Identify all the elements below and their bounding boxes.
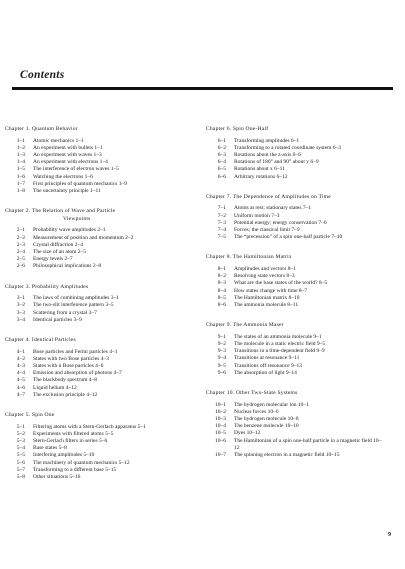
page-number: 9 (388, 532, 391, 538)
chapter-block (206, 254, 398, 309)
section-title: Probability wave amplitudes 2–1 (33, 227, 106, 234)
section-list (206, 205, 398, 241)
toc-entry[interactable] (5, 188, 190, 195)
toc-entry[interactable] (5, 263, 190, 270)
toc-entry[interactable] (5, 385, 190, 392)
chapter-block (206, 194, 398, 242)
section-list (206, 334, 398, 377)
toc-entry[interactable] (206, 370, 398, 377)
section-number: 1–8 (16, 188, 25, 195)
section-list (5, 227, 190, 270)
section-title: Stern-Gerlach filters in series 5–6 (33, 438, 108, 445)
section-number: 6–1 (217, 137, 226, 144)
section-title: The absorption of light 9–14 (234, 369, 297, 376)
chapter-title: Chapter 4. Identical Particles (5, 337, 76, 344)
chapter-block (5, 284, 190, 324)
section-title: Philosophical implications 2–8 (33, 263, 102, 270)
section-number: 4–2 (16, 355, 25, 362)
section-title: Experiments with filtered atoms 5–5 (33, 430, 114, 437)
section-title: Atomic mechanics 1–1 (33, 137, 84, 144)
section-number: 6–2 (217, 144, 226, 151)
toc-entry[interactable] (5, 174, 190, 181)
toc-entry[interactable] (5, 438, 190, 445)
toc-entry[interactable] (206, 416, 398, 423)
page-title: Contents (20, 69, 65, 81)
chapter-block (5, 412, 190, 481)
toc-entry[interactable] (5, 166, 190, 173)
toc-entry[interactable] (206, 205, 398, 212)
section-number: 5–1 (16, 423, 25, 430)
section-number: 7–4 (217, 227, 226, 234)
chapter-block (206, 126, 398, 181)
section-number: 1–5 (16, 166, 25, 173)
section-title: The interference of electron waves 1–5 (33, 166, 119, 173)
toc-entry[interactable] (5, 302, 190, 309)
section-number: 10–1 (215, 401, 226, 408)
section-number: 7–1 (217, 205, 226, 212)
chapter-heading[interactable] (206, 126, 398, 134)
section-number: 8–4 (217, 287, 226, 294)
chapter-heading[interactable] (206, 322, 398, 330)
section-title: Transforming to a different base 5–15 (33, 466, 117, 473)
toc-entry[interactable] (5, 310, 190, 317)
section-number: 1–3 (16, 152, 25, 158)
section-title: The hydrogen molecule 10–8 (234, 416, 299, 423)
section-title: Atoms at rest; stationary states 7–1 (234, 205, 312, 212)
section-title: Filtering atoms with a Stern-Gerlach apparatus 5–1 (33, 423, 146, 430)
section-number: 9–2 (217, 341, 226, 348)
chapter-heading[interactable] (5, 412, 190, 420)
chapter-title: Chapter 1. Quantum Behavior (5, 126, 78, 132)
toc-entry[interactable] (5, 356, 190, 363)
section-number: 2–3 (16, 241, 25, 248)
chapter-title: Chapter 2. The Relation of Wave and Particle (5, 208, 116, 215)
section-number: 3–2 (16, 302, 25, 309)
section-title: Uniform motion 7–3 (234, 212, 280, 219)
toc-entry[interactable] (206, 266, 398, 273)
section-title: Crystal diffraction 2–4 (33, 241, 83, 248)
section-title: Bose particles and Fermi particles 4–1 (33, 348, 118, 355)
section-number: 5–4 (16, 445, 25, 452)
toc-entry[interactable] (206, 302, 398, 309)
chapter-block (5, 337, 190, 399)
toc-entry[interactable] (5, 452, 190, 459)
toc-entry[interactable] (206, 402, 398, 409)
toc-entry[interactable] (206, 220, 398, 227)
toc-entry[interactable] (206, 363, 398, 370)
section-number: 10–5 (215, 430, 226, 437)
toc-entry[interactable] (206, 334, 398, 341)
section-number: 6–4 (217, 159, 226, 166)
section-number: 4–5 (16, 377, 25, 384)
section-title: The uncertainty principle 1–11 (33, 188, 101, 195)
section-list (206, 402, 398, 460)
section-number: 9–3 (217, 348, 226, 355)
section-number: 7–2 (217, 212, 226, 219)
chapter-title: Chapter 9. The Ammonia Maser (206, 322, 284, 329)
section-number: 8–5 (217, 294, 226, 301)
chapter-block (206, 322, 398, 377)
toc-entry[interactable] (206, 288, 398, 295)
toc-entry[interactable] (206, 348, 398, 355)
toc-entry[interactable] (5, 235, 190, 242)
section-number: 6–3 (217, 152, 226, 158)
section-title: Arbitrary rotations 6–12 (234, 173, 288, 180)
section-title: An experiment with bullets 1–1 (33, 144, 103, 151)
section-number: 4–4 (16, 370, 25, 377)
section-number: 10–2 (215, 408, 226, 415)
section-number: 4–7 (16, 391, 25, 398)
toc-right-column (206, 126, 398, 472)
toc-entry[interactable] (206, 295, 398, 302)
toc-entry[interactable] (5, 227, 190, 234)
section-number: 5–5 (16, 452, 25, 459)
toc-entry[interactable] (206, 409, 398, 416)
section-title: Transforming amplitudes 6–1 (234, 137, 300, 144)
toc-entry[interactable] (5, 181, 190, 188)
section-number: 5–3 (16, 438, 25, 445)
toc-entry[interactable] (5, 460, 190, 467)
section-title: An experiment with electrons 1–4 (33, 159, 108, 166)
section-title: The Hamiltonian of a spin one-half particle in a magnetic field 10–12 (234, 437, 382, 451)
section-title: Emission and absorption of photons 4–7 (33, 370, 122, 377)
toc-left-column (5, 126, 190, 494)
section-title: Base states 5–8 (33, 445, 67, 452)
section-title: Resolving state vectors 8–3 (234, 273, 295, 280)
section-title: Other situations 5–16 (33, 474, 81, 481)
section-number: 8–1 (217, 266, 226, 273)
section-title: The molecule in a static electric field 9–5 (234, 341, 326, 348)
chapter-heading[interactable] (206, 254, 398, 262)
section-number: 7–5 (217, 234, 226, 241)
chapter-heading[interactable] (206, 390, 398, 398)
section-number: 6–6 (217, 173, 226, 180)
section-number: 8–3 (217, 280, 226, 287)
section-title: Forces; the classical limit 7–9 (234, 227, 300, 234)
section-number: 6–5 (217, 166, 226, 173)
toc-entry[interactable] (206, 213, 398, 220)
chapter-heading[interactable] (5, 126, 190, 134)
section-title: The machinery of quantum mechanics 5–12 (33, 459, 130, 466)
chapter-block (5, 208, 190, 270)
toc-entry[interactable] (5, 370, 190, 377)
section-number: 9–4 (217, 355, 226, 362)
chapter-heading[interactable] (5, 284, 190, 292)
section-title: Transforming to a rotated coordinate system 6–3 (234, 144, 342, 151)
toc-entry[interactable] (5, 431, 190, 438)
toc-entry[interactable] (5, 392, 190, 399)
section-number: 2–4 (16, 249, 25, 256)
section-number: 1–4 (16, 159, 25, 166)
toc-entry[interactable] (206, 234, 398, 241)
toc-entry[interactable] (206, 452, 398, 459)
title-rule (12, 87, 393, 90)
section-number: 5–6 (16, 459, 25, 466)
toc-entry[interactable] (206, 355, 398, 362)
toc-entry[interactable] (5, 145, 190, 152)
section-number: 3–3 (16, 309, 25, 316)
toc-entry[interactable] (206, 138, 398, 145)
section-number: 4–1 (16, 348, 25, 355)
section-list (206, 138, 398, 181)
section-title: The Hamiltonian matrix 8–10 (234, 294, 300, 301)
section-title: The laws of combining amplitudes 3–1 (33, 295, 119, 302)
section-number: 2–5 (16, 256, 25, 263)
section-title: Interfering amplitudes 5–10 (33, 452, 95, 459)
toc-entry[interactable] (5, 467, 190, 474)
section-title: Rotations of 180° and 90° about y 6–9 (234, 159, 319, 166)
section-number: 2–1 (16, 227, 25, 234)
chapter-block (206, 390, 398, 459)
chapter-title-continued: Viewpoints (63, 215, 91, 222)
section-title: The size of an atom 2–5 (33, 249, 86, 256)
section-title: Dyes 10–12 (234, 430, 261, 437)
section-title: States with two Bose particles 4–3 (33, 355, 109, 362)
section-title: Transitions off resonance 9–13 (234, 362, 302, 369)
toc-entry[interactable] (5, 242, 190, 249)
toc-entry[interactable] (206, 159, 398, 166)
section-number: 1–2 (16, 144, 25, 151)
section-number: 10–3 (215, 416, 226, 423)
section-title: Energy levels 2–7 (33, 256, 73, 263)
toc-entry[interactable] (206, 438, 398, 452)
section-title: Nuclear forces 10–6 (234, 408, 279, 415)
section-title: Rotations about the z-axis 6–6 (234, 152, 301, 158)
chapter-heading[interactable] (206, 194, 398, 202)
section-number: 7–3 (217, 219, 226, 226)
section-number: 5–2 (16, 430, 25, 437)
section-number: 10–7 (215, 452, 226, 459)
section-number: 2–2 (16, 234, 25, 241)
section-number: 4–6 (16, 384, 25, 391)
section-title: Identical particles 3–9 (33, 316, 82, 323)
chapter-heading[interactable] (5, 208, 190, 223)
section-number: 8–6 (217, 302, 226, 309)
section-number: 1–7 (16, 180, 25, 187)
chapter-title: Chapter 3. Probability Amplitudes (5, 283, 89, 290)
section-number: 9–6 (217, 369, 226, 376)
section-number: 4–3 (16, 363, 25, 370)
section-title: Potential energy; energy conservation 7–6 (234, 219, 327, 226)
toc-entry[interactable] (206, 430, 398, 437)
toc-entry[interactable] (5, 249, 190, 256)
section-title: Measurement of position and momentum 2–2 (33, 234, 134, 241)
chapter-title: Chapter 6. Spin One-Half (206, 126, 269, 132)
section-title: Transitions at resonance 9–11 (234, 355, 300, 362)
toc-entry[interactable] (5, 256, 190, 263)
chapter-title: Chapter 8. The Hamiltonian Matrix (206, 254, 292, 261)
section-title: Watching the electrons 1–6 (33, 173, 93, 180)
toc-entry[interactable] (206, 145, 398, 152)
toc-entry[interactable] (206, 423, 398, 430)
section-number: 1–6 (16, 173, 25, 180)
section-number: 10–4 (215, 423, 226, 430)
section-number: 3–1 (16, 295, 25, 302)
toc-entry[interactable] (5, 317, 190, 324)
section-title: States with n Bose particles 4–6 (33, 363, 104, 370)
toc-entry[interactable] (206, 174, 398, 181)
section-title: Amplitudes and vectors 8–1 (234, 266, 296, 273)
section-title: The states of an ammonia molecule 9–1 (234, 333, 322, 340)
toc-entry[interactable] (206, 166, 398, 173)
chapter-title: Chapter 5. Spin One (5, 412, 55, 419)
section-title: First principles of quantum mechanics 1–9 (33, 180, 127, 187)
section-list (5, 424, 190, 482)
section-title: The hydrogen molecular ion 10–1 (234, 401, 309, 408)
toc-entry[interactable] (5, 349, 190, 356)
section-title: The benzene molecule 10–10 (234, 423, 299, 430)
toc-entry[interactable] (5, 152, 190, 159)
section-number: 1–1 (16, 137, 25, 144)
section-number: 3–4 (16, 316, 25, 323)
chapter-heading[interactable] (5, 337, 190, 345)
section-number: 9–5 (217, 362, 226, 369)
section-list (5, 349, 190, 399)
section-title: How states change with time 8–7 (234, 287, 308, 294)
toc-entry[interactable] (5, 377, 190, 384)
section-list (5, 295, 190, 324)
section-title: What are the base states of the world? 8–5 (234, 280, 328, 287)
section-title: The blackbody spectrum 4–8 (33, 377, 97, 384)
section-number: 9–1 (217, 333, 226, 340)
chapter-block (5, 126, 190, 195)
toc-entry[interactable] (5, 474, 190, 481)
section-title: The spinning electron in a magnetic field 10–15 (234, 452, 340, 459)
section-number: 2–6 (16, 263, 25, 270)
chapter-title: Chapter 7. The Dependence of Amplitudes on Time (206, 193, 331, 200)
section-title: The two-slit interference pattern 3–5 (33, 302, 114, 309)
section-number: 5–7 (16, 466, 25, 473)
section-title: An experiment with waves 1–3 (33, 152, 102, 158)
section-list (206, 266, 398, 309)
section-title: The ammonia molecule 8–11 (234, 302, 299, 309)
section-title: The exclusion principle 4–12 (33, 391, 98, 398)
section-title: Rotations about x 6–11 (234, 166, 285, 173)
section-title: Liquid helium 4–12 (33, 384, 77, 391)
toc-entry[interactable] (5, 138, 190, 145)
section-title: Scattering from a crystal 3–7 (33, 309, 97, 316)
section-number: 5–8 (16, 474, 25, 481)
section-title: Transitions in a time-dependent field 9–9 (234, 348, 325, 355)
toc-entry[interactable] (5, 424, 190, 431)
chapter-title: Chapter 10. Other Two-State Systems (206, 390, 298, 397)
toc-entry[interactable] (206, 280, 398, 287)
section-list (5, 138, 190, 196)
section-number: 8–2 (217, 273, 226, 280)
section-title: The “precession” of a spin one-half particle 7–10 (234, 234, 343, 241)
section-number: 10–6 (215, 437, 226, 444)
